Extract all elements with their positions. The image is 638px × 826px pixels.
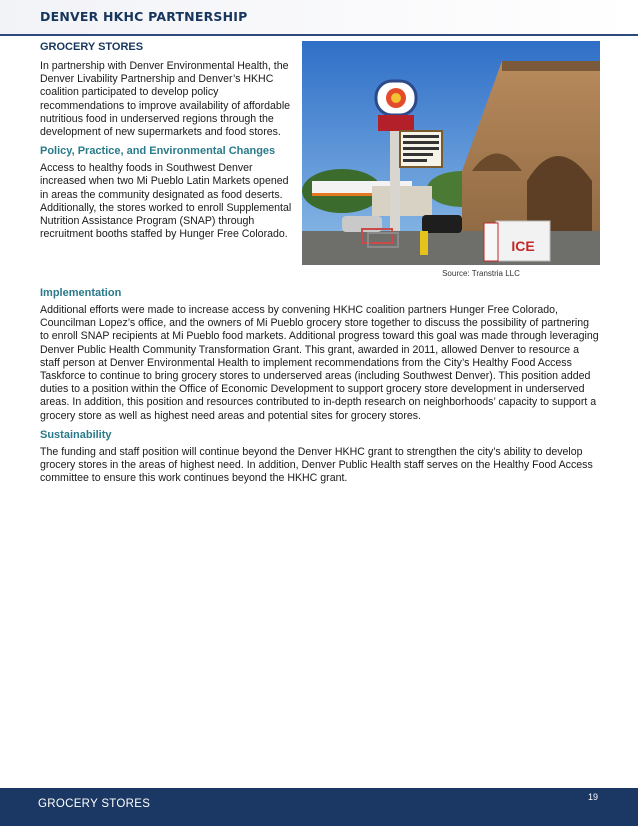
section-heading: GROCERY STORES (40, 41, 144, 53)
header-rule (0, 34, 638, 36)
photo-caption: Source: Transtria LLC (442, 269, 520, 278)
ice-label: ICE (511, 238, 535, 254)
policy-heading: Policy, Practice, and Environmental Changes (40, 145, 276, 158)
document-header-title: DENVER HKHC PARTNERSHIP (40, 9, 248, 24)
store-photo-illustration (302, 41, 600, 265)
footer-section-label: GROCERY STORES (38, 798, 151, 810)
implementation-heading: Implementation (40, 287, 122, 299)
sustainability-paragraph: The funding and staff position will continue beyond the Denver HKHC grant to strengthen the city’s ability to develop grocery stores in the areas of highest need. In addition, Denver Public Health staff serves on the Healthy Food Access committee to ensure this work continues beyond the HKHC grant. (40, 445, 593, 485)
sustainability-heading: Sustainability (40, 428, 112, 441)
full-width-section (40, 287, 600, 491)
left-column (40, 41, 298, 247)
implementation-paragraph: Additional efforts were made to increase access by convening HKHC coalition partners Hunger Free Colorado, Councilman Lopez’s office, and the owners of Mi Pueblo grocery store together to discuss the possibility of partnering to enroll SNAP recipients at Mi Pueblo food markets. Additional progress toward this goal was made through leveraging Denver Public Health Community Transformation Grant. This grant, awarded in 2011, allowed Denver to resource a staff person at Denver Environmental Health to implement recommendations from the City’s Healthy Food Access Taskforce to continue to bring grocery stores to underserved areas (including Southwest Denver). This position added duties to a position within the Office of Economic Development to support grocery store development in underserved areas. In addition, this position and resources contributed to in-depth research on neighborhoods’ capacity to support a grocery store as well as highest need areas and potential sites for grocery stores. (40, 304, 599, 422)
intro-paragraph: In partnership with Denver Environmental Health, the Denver Livability Partnership and Denver’s HKHC coalition participated to develop policy recommendations to improve availability of affordable nutritious food in underserved regions through the development of new supermarkets and food stores. (40, 60, 291, 139)
policy-paragraph: Access to healthy foods in Southwest Denver increased when two Mi Pueblo Latin Markets opened in areas the community designated as food deserts. Additionally, the stores worked to enroll Supplemental Nutrition Assistance Program (SNAP) through recruitment booths staffed by Hunger Free Colorado. (40, 162, 292, 241)
store-photo (302, 41, 600, 265)
page-footer (0, 788, 638, 826)
page-number: 19 (587, 792, 598, 802)
